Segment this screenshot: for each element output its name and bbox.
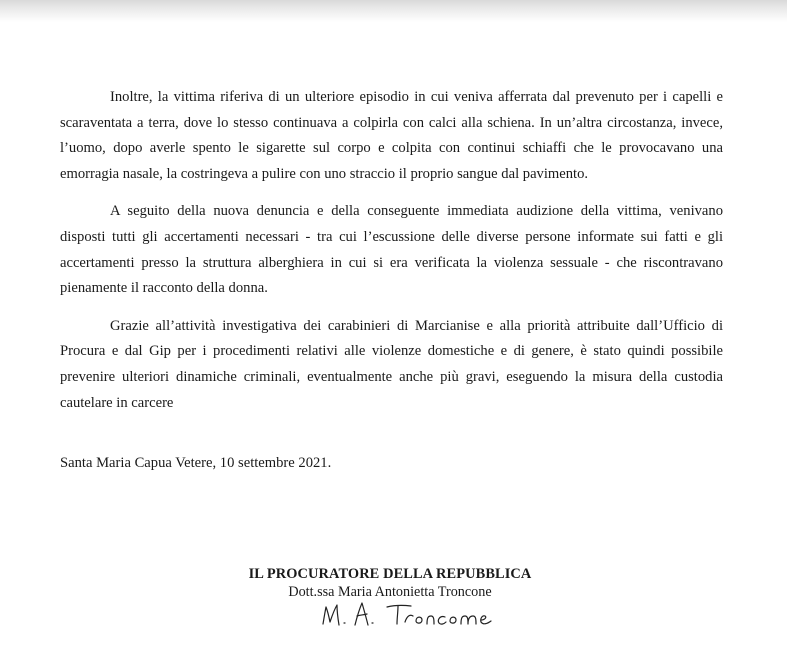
document-body <box>60 85 723 428</box>
page-top-edge-shadow <box>0 0 787 22</box>
paragraph-conclusion: Grazie all’attività investigativa dei carabinieri di Marcianise e alla priorità attribuite dall’Ufficio di Procura e dal Gip per i procedimenti relativi alle violenze domestiche e di genere, è stato quindi possibile prevenire ulteriori dinamiche criminali, eventualmente anche più gravi, eseguendo la misura della custodia cautelare in carcere <box>60 317 723 411</box>
paragraph-investigation: A seguito della nuova denuncia e della conseguente immediata audizione della vittima, venivano disposti tutti gli accertamenti necessari - tra cui l’escussione delle diverse persone informate sui fatti e gli accertamenti presso la struttura alberghiera in cui si era verificata la violenza sessuale - che riscontravano pienamente il racconto della donna. <box>60 203 723 297</box>
signatory-title: IL PROCURATORE DELLA REPUBBLICA <box>248 566 532 582</box>
place-and-date: Santa Maria Capua Vetere, 10 settembre 2021. <box>60 455 332 471</box>
paragraph-episode-details: Inoltre, la vittima riferiva di un ulteriore episodio in cui veniva afferrata dal prevenuto per i capelli e scaraventata a terra, dove lo stesso continuava a colpirla con calci alla schiena. In un’altra circostanza, invece, l’uomo, dopo averle spento le sigarette sul corpo e colpita con continui schiaffi che le provocavano una emorragia nasale, la costringeva a pulire con uno straccio il proprio sangue dal pavimento. <box>60 89 723 182</box>
handwritten-signature <box>315 600 505 630</box>
signatory-name: Dott.ssa Maria Antonietta Troncone <box>288 584 492 600</box>
signature-block <box>190 564 590 601</box>
